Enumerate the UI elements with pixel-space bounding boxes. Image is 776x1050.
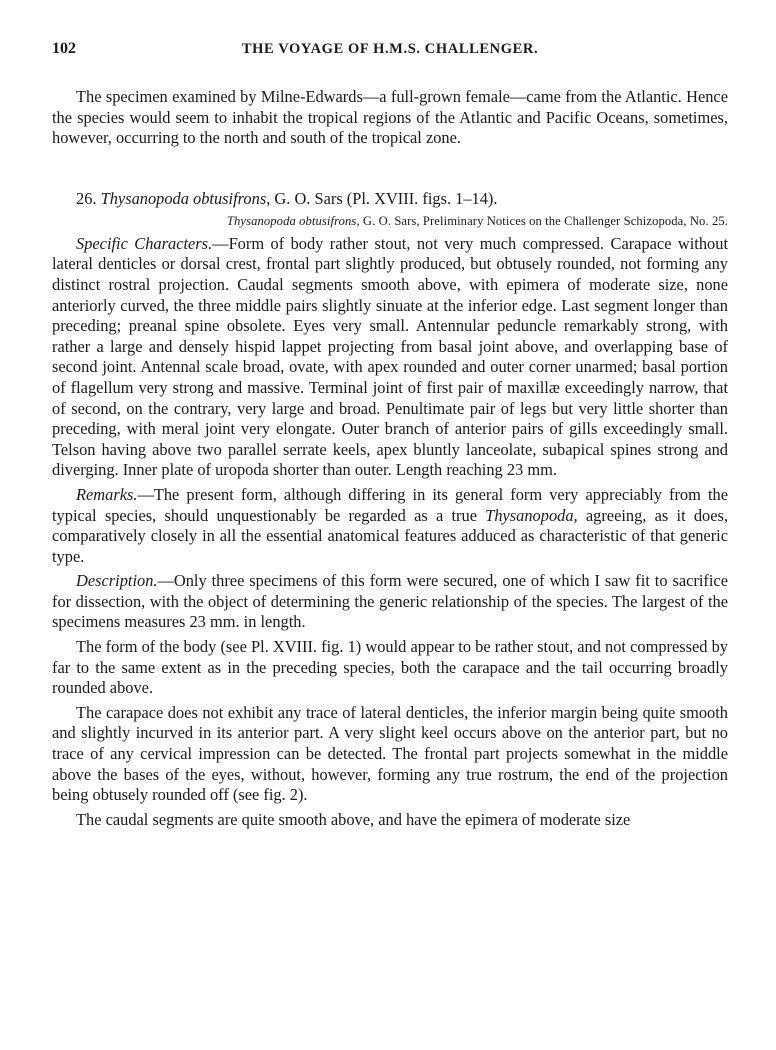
- specific-characters-text: —Form of body rather stout, not very much compressed. Carapace without lateral denticles or dorsal crest, frontal part slightly produced, but obtusely rounded, not forming any distinct rostral projection. Caudal segments smooth above, with epimera of moderate size, none anteriorly curved, the three middle pairs slightly sinuate at the inferior edge. Last segment longer than preceding; preanal spine obsolete. Eyes very small. Antennular peduncle remarkably strong, with rather a large and densely hispid lappet projecting from basal joint above, and overlapping base of second joint. Antennal scale broad, ovate, with apex rounded and outer corner unarmed; basal portion of flagellum very strong and massive. Terminal joint of first pair of maxillæ exceedingly narrow, that of second, on the contrary, very large and broad. Penultimate pair of legs but very little shorter than preceding, with meral joint very elongate. Outer branch of anterior pairs of gills exceedingly small. Telson having above two parallel serrate keels, apex bluntly lanceolate, subapical spines strong and diverging. Inner plate of uropoda shorter than outer. Length reaching 23 mm.: [52, 233, 728, 480]
- description-text-1: —Only three specimens of this form were secured, one of which I saw fit to sacrifice for dissection, with the object of determining the generic relationship of the species. The largest of the specimens measures 23 mm. in length.: [52, 571, 728, 632]
- specific-characters-paragraph: [52, 234, 728, 481]
- description-paragraph-3: The carapace does not exhibit any trace of lateral denticles, the inferior margin being quite smooth and slightly incurved in its anterior part. A very slight keel occurs above on the anterior part, but no trace of any cervical impression can be detected. The frontal part projects somewhat in the middle above the bases of the eyes, without, however, forming any true rostrum, the end of the projection being obtusely rounded off (see fig. 2).: [52, 702, 728, 805]
- specific-characters-label: Specific Characters.: [76, 233, 213, 253]
- remarks-genus: Thysanopoda,: [485, 505, 578, 525]
- species-number: 26.: [76, 188, 97, 208]
- species-authority: , G. O. Sars (Pl. XVIII. figs. 1–14).: [266, 188, 498, 208]
- running-title: THE VOYAGE OF H.M.S. CHALLENGER.: [241, 41, 539, 57]
- species-citation: [52, 213, 728, 230]
- citation-name: Thysanopoda obtusifrons: [226, 213, 357, 228]
- species-name: Thysanopoda obtusifrons: [100, 188, 267, 208]
- description-label: Description.: [76, 571, 158, 591]
- intro-paragraph: The specimen examined by Milne-Edwards—a full-grown female—came from the Atlantic. Hence the species would seem to inhabit the tropical regions of the Atlantic and Pacific Oceans, sometimes, however, occurring to the north and south of the tropical zone.: [52, 87, 728, 148]
- page: [52, 40, 728, 830]
- remarks-text-after: agreeing, as it does, comparatively closely in all the essential anatomical features adduced as characteristic of that generic type.: [52, 505, 728, 566]
- citation-text: , G. O. Sars, Preliminary Notices on the Challenger Schizopoda, No. 25.: [356, 213, 728, 228]
- description-paragraph-1: [52, 571, 728, 633]
- description-paragraph-2: The form of the body (see Pl. XVIII. fig. 1) would appear to be rather stout, and not compressed by far to the same extent as in the preceding species, both the carapace and the tail occurring broadly rounded above.: [52, 637, 728, 698]
- page-number: 102: [52, 40, 76, 57]
- species-heading: [52, 189, 728, 209]
- page-header: [52, 40, 728, 64]
- remarks-label: Remarks.: [76, 484, 138, 504]
- remarks-text-before: —The present form, although differing in its general form very appreciably from the typical species, should unquestionably be regarded as a true: [52, 484, 728, 525]
- description-paragraph-4: The caudal segments are quite smooth above, and have the epimera of moderate size: [76, 809, 631, 829]
- remarks-paragraph: [52, 485, 728, 567]
